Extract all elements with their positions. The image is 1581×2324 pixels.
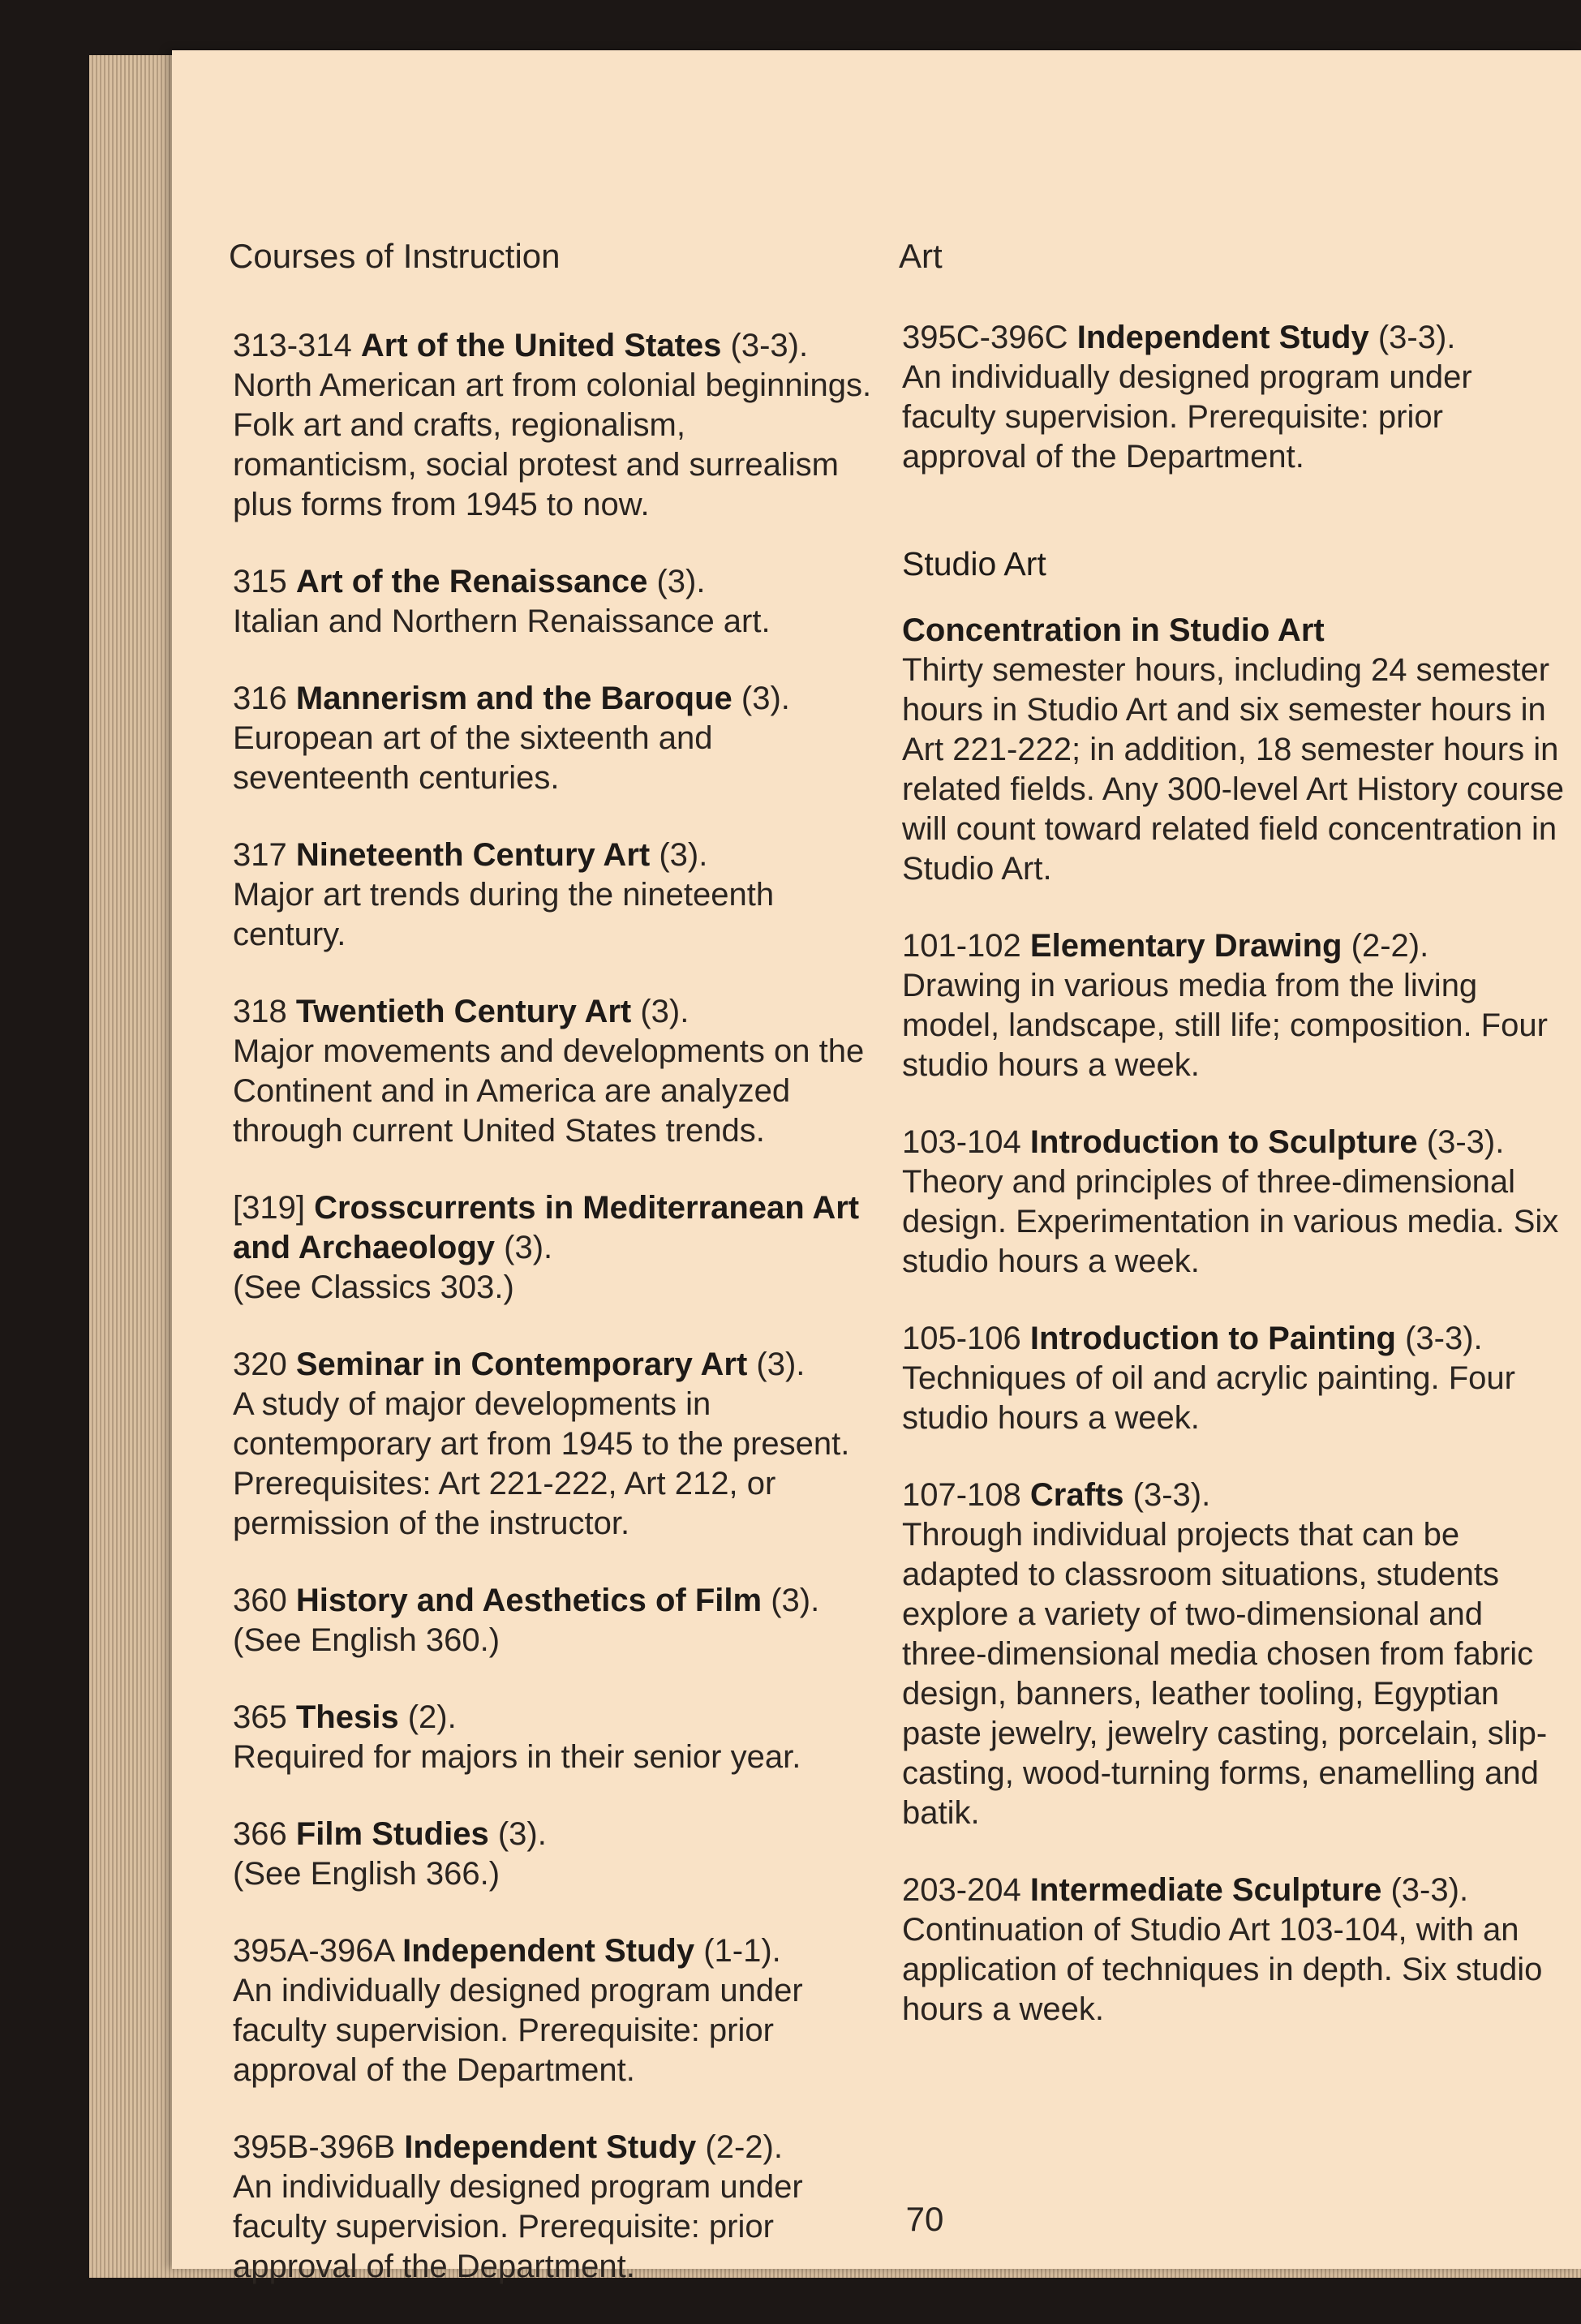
course-entry — [233, 1188, 874, 1308]
course-title: Intermediate Sculpture — [1029, 1872, 1382, 1908]
course-description: (See English 366.) — [233, 1856, 501, 1892]
course-credits: (3). — [640, 994, 690, 1029]
course-title: Art of the Renaissance — [295, 564, 648, 599]
left-column — [233, 326, 874, 2324]
course-entry — [902, 1871, 1567, 2030]
course-credits: (2-2). — [1351, 928, 1429, 964]
course-credits: (3-3). — [1132, 1477, 1211, 1513]
course-entry — [233, 1581, 874, 1660]
concentration-block — [902, 611, 1567, 889]
course-title: Independent Study — [1076, 320, 1369, 355]
course-description: Through individual projects that can be adapted to classroom situations, students explore a variety of two-dimensional and three-dimensional media chosen from fabric design, banners, leather tooling, Egyptian paste jewelry, jewelry casting, porcelain, slip-casting, wood-turning forms, enamelling and batik. — [902, 1517, 1548, 1831]
course-number: 103-104 — [902, 1124, 1021, 1160]
course-title: Crafts — [1029, 1477, 1124, 1513]
course-description: (See English 360.) — [233, 1622, 501, 1658]
course-title: Thesis — [295, 1699, 399, 1735]
course-number: 366 — [233, 1816, 287, 1852]
course-description: Techniques of oil and acrylic painting. Four studio hours a week. — [902, 1360, 1515, 1436]
course-description: A study of major developments in contemporary art from 1945 to the present. Prerequisites: Art 221-222, Art 212, or permission of the instructor. — [233, 1386, 850, 1541]
course-entry — [902, 926, 1567, 1085]
course-number: [319] — [233, 1190, 305, 1226]
course-description: North American art from colonial beginnings. Folk art and crafts, regionalism, romanticism, social protest and surrealism plus forms from 1945 to now. — [233, 367, 872, 522]
course-credits: (3-3). — [1426, 1124, 1505, 1160]
course-description: An individually designed program under faculty supervision. Prerequisite: prior approval of the Department. — [902, 359, 1472, 475]
course-number: 107-108 — [902, 1477, 1021, 1513]
course-entry — [233, 836, 874, 955]
course-description: Theory and principles of three-dimensional design. Experimentation in various media. Six studio hours a week. — [902, 1164, 1559, 1279]
course-title: Art of the United States — [360, 328, 722, 363]
course-title: Introduction to Painting — [1029, 1321, 1396, 1356]
course-title: Twentieth Century Art — [295, 994, 632, 1029]
course-description: An individually designed program under faculty supervision. Prerequisite: prior approval of the Department. — [233, 1973, 803, 2088]
course-credits: (3). — [771, 1583, 820, 1618]
course-description: European art of the sixteenth and seventeenth centuries. — [233, 720, 713, 796]
course-number: 316 — [233, 681, 287, 716]
course-title: Introduction to Sculpture — [1029, 1124, 1418, 1160]
course-description: (See Classics 303.) — [233, 1269, 514, 1305]
course-number: 317 — [233, 837, 287, 873]
course-title: Nineteenth Century Art — [295, 837, 651, 873]
course-title: Seminar in Contemporary Art — [295, 1347, 748, 1382]
course-credits: (2). — [407, 1699, 457, 1735]
course-entry — [902, 1123, 1567, 1282]
right-column — [902, 318, 1567, 2067]
course-number: 105-106 — [902, 1321, 1021, 1356]
page-number: 70 — [905, 2200, 944, 2238]
running-head-right: Art — [899, 237, 943, 275]
course-entry — [902, 1319, 1567, 1438]
course-description: Major art trends during the nineteenth century. — [233, 877, 775, 952]
course-number: 395A-396A — [233, 1933, 393, 1969]
course-credits: (3-3). — [1377, 320, 1456, 355]
course-credits: (3). — [741, 681, 790, 716]
course-entry — [233, 992, 874, 1151]
course-entry — [902, 318, 1567, 477]
course-title: Film Studies — [295, 1816, 489, 1852]
course-credits: (3). — [504, 1230, 553, 1265]
course-title: Mannerism and the Baroque — [295, 681, 733, 716]
course-credits: (3). — [659, 837, 708, 873]
course-description: An individually designed program under faculty supervision. Prerequisite: prior approval of the Department. — [233, 2169, 803, 2284]
course-entry — [233, 326, 874, 525]
course-title: Crosscurrents in Mediterranean Art and Archaeology — [233, 1190, 860, 1265]
course-number: 318 — [233, 994, 287, 1029]
course-credits: (3). — [756, 1347, 806, 1382]
catalog-page — [172, 50, 1581, 2284]
course-description: Major movements and developments on the Continent and in America are analyzed through current United States trends. — [233, 1033, 865, 1149]
course-entry — [902, 1476, 1567, 1833]
course-title: History and Aesthetics of Film — [295, 1583, 763, 1618]
section-heading-studio-art: Studio Art — [902, 545, 1046, 582]
course-credits: (2-2). — [705, 2129, 783, 2165]
course-description: Italian and Northern Renaissance art. — [233, 604, 771, 639]
course-number: 315 — [233, 564, 287, 599]
course-credits: (3-3). — [1405, 1321, 1483, 1356]
course-credits: (3). — [497, 1816, 547, 1852]
running-head-left: Courses of Instruction — [229, 237, 561, 275]
course-number: 320 — [233, 1347, 287, 1382]
course-credits: (3-3). — [1390, 1872, 1469, 1908]
course-description: Required for majors in their senior year. — [233, 1739, 801, 1775]
course-number: 360 — [233, 1583, 287, 1618]
course-title: Independent Study — [404, 2129, 697, 2165]
concentration-text: Thirty semester hours, including 24 semester hours in Studio Art and six semester hours in Art 221-222; in addition, 18 semester hours in related fields. Any 300-level Art History course will count toward related field concentration in Studio Art. — [902, 652, 1564, 887]
course-credits: (1-1). — [703, 1933, 781, 1969]
course-number: 365 — [233, 1699, 287, 1735]
course-entry — [233, 562, 874, 642]
course-entry — [233, 679, 874, 798]
course-number: 313-314 — [233, 328, 352, 363]
course-number: 203-204 — [902, 1872, 1021, 1908]
course-entry — [233, 1698, 874, 1777]
course-entry — [233, 2128, 874, 2287]
course-description: Drawing in various media from the living model, landscape, still life; composition. Four studio hours a week. — [902, 968, 1548, 1083]
course-description: Continuation of Studio Art 103-104, with an application of techniques in depth. Six studio hours a week. — [902, 1912, 1543, 2027]
course-title: Independent Study — [402, 1933, 695, 1969]
course-credits: (3). — [656, 564, 706, 599]
course-entry — [233, 1931, 874, 2090]
course-number: 101-102 — [902, 928, 1021, 964]
course-credits: (3-3). — [730, 328, 809, 363]
course-title: Elementary Drawing — [1029, 928, 1343, 964]
course-number: 395C-396C — [902, 320, 1068, 355]
course-entry — [233, 1815, 874, 1894]
concentration-heading: Concentration in Studio Art — [902, 612, 1325, 648]
course-entry — [233, 1345, 874, 1544]
course-number: 395B-396B — [233, 2129, 396, 2165]
